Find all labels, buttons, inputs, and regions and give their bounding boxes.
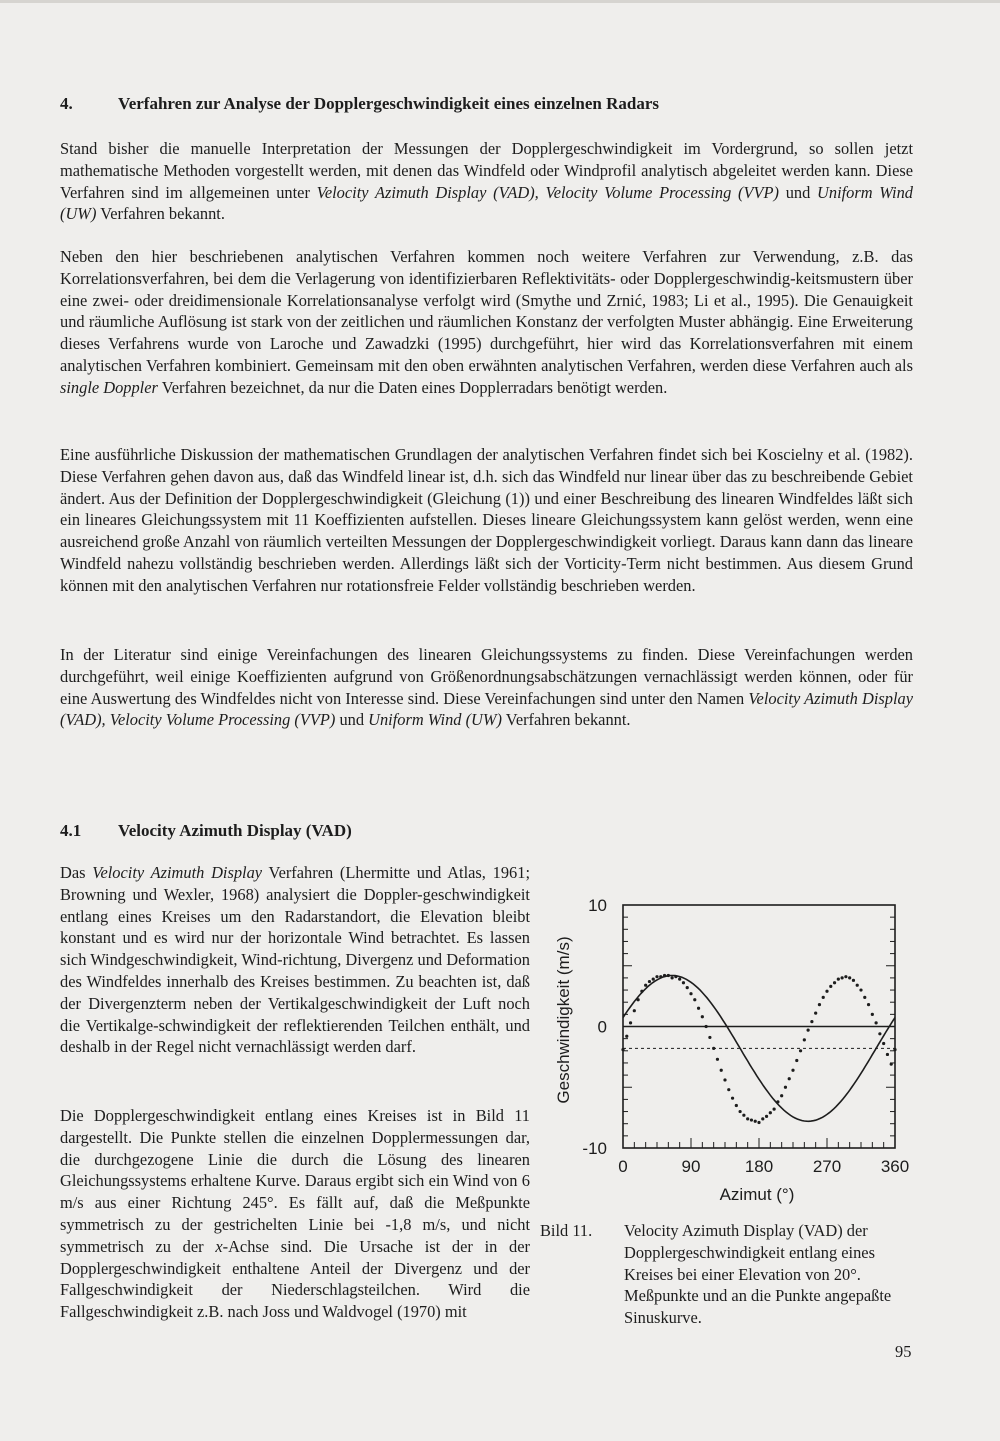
data-point <box>723 1078 726 1081</box>
data-point <box>705 1025 708 1028</box>
y-tick-label: -10 <box>582 1139 607 1158</box>
data-point <box>701 1015 704 1018</box>
subsection-number: 4.1 <box>60 821 82 840</box>
data-point <box>791 1069 794 1072</box>
data-point <box>765 1115 768 1118</box>
data-point <box>682 981 685 984</box>
paragraph-text: Verfahren bekannt. <box>502 710 631 730</box>
data-point <box>663 974 666 977</box>
data-point <box>871 1013 874 1016</box>
data-point <box>644 984 647 987</box>
data-point <box>655 975 658 978</box>
paragraph-text: Die Dopplergeschwindigkeit entlang eines Kreises ist in Bild 11 dargestellt. Die Punkte stellen die einzelnen Dopplermessungen dar, die durchgezogene Linie die durch die Lösung des linearen Gleichungssystems erhaltene Kurve. Daraus ergibt sich ein Wind von 6 m/s aus einer Richtung 245°. Es fällt auf, daß die Meßpunkte symmetrisch zu der gestrichelten Linie bei -1,8 m/s, und nicht symmetrisch zu der <box>60 1106 530 1256</box>
data-point <box>807 1029 810 1032</box>
fit-curve <box>623 976 895 1122</box>
data-point <box>689 992 692 995</box>
paragraph-italic: single Doppler <box>60 377 158 397</box>
data-point <box>671 976 674 979</box>
data-point <box>667 974 670 977</box>
data-point <box>761 1117 764 1120</box>
data-point <box>818 1003 821 1006</box>
figure-caption-text: Velocity Azimuth Display (VAD) der Dopplergeschwindigkeit entlang eines Kreises bei einer Elevation von 20°. Meßpunkte und an die Punkte angepaßte Sinuskurve. <box>624 1221 892 1328</box>
x-tick-label: 360 <box>880 1157 910 1176</box>
data-point <box>697 1007 700 1010</box>
section-title: Verfahren zur Analyse der Dopplergeschwindigkeit eines einzelnen Radars <box>118 94 660 113</box>
paragraph-text: In der Literatur sind einige Vereinfachungen des linearen Gleichungssystems zu finden. Diese Vereinfachungen werden durchgeführt, weil einige Koeffizienten aufgrund von Größenordnungsabschätzungen vernachlässigt werden können, oder für eine Auswertung des Windfeldes nicht von Interesse sind. Diese Vereinfachungen sind unter den Namen <box>60 645 913 708</box>
y-tick-label: 10 <box>588 896 607 915</box>
data-point <box>678 978 681 981</box>
data-point <box>625 1035 628 1038</box>
data-point <box>863 996 866 999</box>
paragraph-text: Das <box>60 863 93 882</box>
figure-label: Bild 11. <box>540 1221 593 1240</box>
paragraph-simplifications <box>60 644 913 731</box>
data-point <box>739 1110 742 1113</box>
data-point <box>735 1104 738 1107</box>
x-tick-label: 270 <box>812 1157 842 1176</box>
data-point <box>780 1094 783 1097</box>
paragraph-italic: Velocity Azimuth Display (VAD), Velocity Volume Processing (VVP) <box>316 182 779 202</box>
data-point <box>754 1120 757 1123</box>
data-point <box>621 1048 624 1051</box>
data-point <box>848 976 851 979</box>
paragraph-text: und <box>778 182 818 202</box>
data-point <box>693 998 696 1001</box>
data-point <box>629 1021 632 1024</box>
y-tick-label: 0 <box>597 1017 607 1037</box>
paragraph-text: -Achse sind. Die Ursache ist der in der Dopplergeschwindigkeit enthaltene Anteil der Divergenz und der Fallgeschwindigkeit der Niederschlagsteilchen. Wird die Fallgeschwindigkeit z.B. nach Joss und Waldvogel (1970) mit <box>60 1236 530 1322</box>
chart-plot-area <box>582 896 909 1176</box>
data-point <box>825 990 828 993</box>
paragraph-italic: Uniform Wind (UW) <box>60 182 914 224</box>
data-point <box>712 1047 715 1050</box>
data-point <box>886 1053 889 1056</box>
y-axis-label: Geschwindigkeit (m/s) <box>554 936 573 1104</box>
data-point <box>893 1048 896 1051</box>
data-point <box>776 1100 779 1103</box>
data-point <box>799 1049 802 1052</box>
paragraph-text: Stand bisher die manuelle Interpretation der Messungen der Dopplergeschwindigkeit im Vordergrund, so sollen jetzt mathematische Methoden vorgestellt werden, mit denen das Windfeld oder Windprofil analytisch abgeleitet werden kann. Diese Verfahren sind im allgemeinen unter <box>60 139 913 202</box>
data-point <box>788 1077 791 1080</box>
data-point <box>833 981 836 984</box>
data-point <box>882 1042 885 1045</box>
x-tick-label: 0 <box>618 1157 628 1176</box>
data-point <box>750 1118 753 1121</box>
data-point <box>686 986 689 989</box>
data-point <box>810 1020 813 1023</box>
data-point <box>731 1097 734 1100</box>
paragraph-italic: Velocity Azimuth Display <box>92 863 263 882</box>
data-point <box>720 1069 723 1072</box>
data-point <box>773 1108 776 1111</box>
data-point <box>727 1088 730 1091</box>
paragraph-correlation <box>60 246 913 399</box>
data-point <box>859 988 862 991</box>
paragraph-italic: Uniform Wind (UW) <box>368 710 502 730</box>
data-point <box>841 976 844 979</box>
data-point <box>814 1012 817 1015</box>
column-paragraph-figure-discussion <box>60 1105 530 1323</box>
paragraph-text: und <box>335 710 369 730</box>
paragraph-italic: x <box>215 1236 223 1256</box>
data-point <box>867 1003 870 1006</box>
data-point <box>637 998 640 1001</box>
paragraph-text: Neben den hier beschriebenen analytischen Verfahren kommen noch weitere Verfahren zur Verwendung, z.B. das Korrelationsverfahren, bei dem die Verlagerung von identifizierbaren Reflektivitäts- oder Dopplergeschwindig-keitsmustern über eine zwei- oder dreidimensionale Korrelationsanalyse verfolgt wird (Smythe und Zrnić, 1983; Li et al., 1995). Die Genauigkeit und räumliche Auflösung ist stark von der zeitlichen und räumlichen Konstanz der verfolgten Muster abhängig. Eine Erweiterung dieses Verfahrens wurde von Laroche und Zawadzki (1995) durchgeführt, hier wird das Korrelationsverfahren mit einem analytischen Verfahren kombiniert. Gemeinsam mit den oben erwähnten analytischen Verfahren, werden diese Verfahren auch als <box>60 247 913 375</box>
subsection-title: Velocity Azimuth Display (VAD) <box>118 821 352 840</box>
data-point <box>890 1063 893 1066</box>
data-point <box>633 1009 636 1012</box>
data-point <box>640 990 643 993</box>
data-point <box>716 1058 719 1061</box>
data-point <box>659 975 662 978</box>
paragraph-text: Verfahren bekannt. <box>96 204 225 224</box>
data-point <box>878 1032 881 1035</box>
data-point <box>769 1111 772 1114</box>
data-point <box>742 1114 745 1117</box>
data-point <box>652 978 655 981</box>
paragraph-text: Verfahren bezeichnet, da nur die Daten eines Dopplerradars benötigt werden. <box>157 377 668 397</box>
data-point <box>784 1086 787 1089</box>
data-point <box>875 1021 878 1024</box>
data-point <box>829 985 832 988</box>
data-point <box>708 1036 711 1039</box>
subsection-heading <box>60 820 352 842</box>
data-point <box>822 996 825 999</box>
page-edge <box>0 0 1000 3</box>
data-point <box>844 975 847 978</box>
data-point <box>852 979 855 982</box>
paragraph-text: Verfahren (Lhermitte und Atlas, 1961; Browning und Wexler, 1968) analysiert die Doppler-geschwindigkeit entlang eines Kreises um den Radarstandort, die Elevation bleibt konstant und es wird nur der horizontale Wind betrachtet. Es lassen sich Windgeschwindigkeit, Wind-richtung, Divergenz und Deformation des Windfeldes innerhalb des Kreises bestimmen. Zu beachten ist, daß der Divergenzterm neben der Vertikalgeschwindigkeit der Luft noch die Vertikalge-schwindigkeit der reflektierenden Teilchen enthält, und deshalb in der Regel nicht vernachlässigt werden darf. <box>60 863 531 1057</box>
data-point <box>837 978 840 981</box>
data-point <box>648 980 651 983</box>
figure-vad-plot <box>545 880 945 1220</box>
x-tick-label: 90 <box>681 1157 701 1176</box>
data-point <box>674 975 677 978</box>
column-paragraph-vad <box>60 862 530 1058</box>
paragraph-discussion: Eine ausführliche Diskussion der mathematischen Grundlagen der analytischen Verfahren findet sich bei Koscielny et al. (1982). Diese Verfahren gehen davon aus, daß das Windfeld linear ist, d.h. sich das Windfeld nur linear über das zu beschreibende Gebiet ändert. Aus der Definition der Dopplergeschwindigkeit (Gleichung (1)) und einer Beschreibung des linearen Windfeldes läßt sich ein lineares Gleichungssystem mit 11 Koeffizienten aufstellen. Dieses lineare Gleichungssystem kann gelöst werden, wenn eine ausreichend große Anzahl von räumlich verteilten Messungen der Dopplergeschwindigkeit vorliegt. Daraus kann dann das lineare Windfeld nahezu vollständig beschrieben werden. Allerdings läßt sich der Vorticity-Term nicht bestimmen. Aus diesem Grund können mit den analytischen Verfahren nur rotationsfreie Felder vollständig beschrieben werden. <box>60 445 913 595</box>
x-tick-label: 180 <box>744 1157 774 1176</box>
section-heading <box>60 93 920 115</box>
data-point <box>795 1059 798 1062</box>
data-point <box>803 1038 806 1041</box>
page-number: 95 <box>895 1342 912 1361</box>
vad-chart <box>545 880 945 1220</box>
data-point <box>856 984 859 987</box>
data-point <box>757 1121 760 1124</box>
paragraph-intro <box>60 138 913 225</box>
paragraph-italic: Velocity Azimuth Display (VAD), Velocity Volume Processing (VVP) <box>60 688 913 730</box>
section-number: 4. <box>60 94 73 113</box>
x-axis-label: Azimut (°) <box>719 1185 795 1204</box>
data-point <box>746 1117 749 1120</box>
